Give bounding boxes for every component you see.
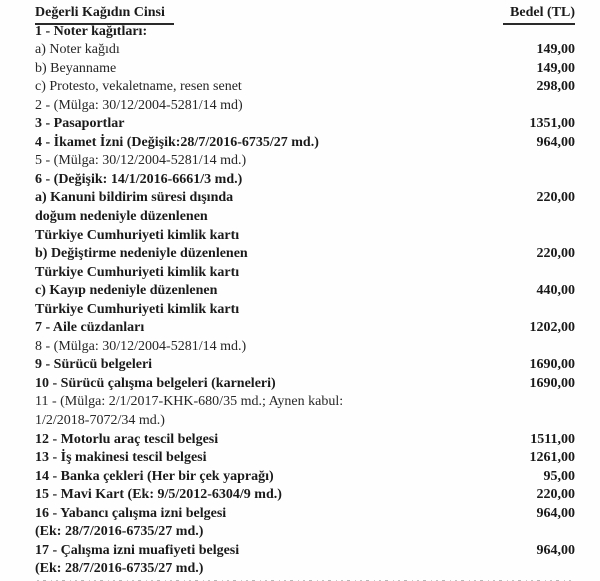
table-row: [35, 23, 575, 42]
row-value: 220,00: [536, 246, 575, 262]
row-value: 1351,00: [529, 116, 575, 132]
row-value: 964,00: [536, 505, 575, 521]
table-row: [35, 523, 575, 542]
row-label: 9 - Sürücü belgeleri: [35, 357, 153, 373]
row-value: 298,00: [536, 79, 575, 95]
table-row: [35, 41, 575, 60]
row-label: Türkiye Cumhuriyeti kimlik kartı: [35, 264, 240, 280]
row-label: b) Beyanname: [35, 60, 117, 76]
table-row: [35, 505, 575, 524]
row-label: 12 - Motorlu araç tescil belgesi: [35, 431, 219, 447]
row-value: 1511,00: [530, 431, 575, 447]
row-label: 10 - Sürücü çalışma belgeleri (karneleri): [35, 375, 276, 391]
row-label: 16 - Yabancı çalışma izni belgesi: [35, 505, 227, 521]
row-label: 14 - Banka çekleri (Her bir çek yaprağı): [35, 468, 274, 484]
table-header: [35, 3, 575, 23]
row-label: c) Kayıp nedeniyle düzenlenen: [35, 283, 218, 299]
row-value: 1202,00: [529, 320, 575, 336]
row-label: a) Noter kağıdı: [35, 42, 120, 58]
table-row: [35, 393, 575, 412]
row-label: a) Kanuni bildirim süresi dışında: [35, 190, 234, 206]
table-row: [35, 282, 575, 301]
row-label: Türkiye Cumhuriyeti kimlik kartı: [35, 227, 240, 243]
table-row: [35, 227, 575, 246]
table-row: [35, 189, 575, 208]
row-label: 17 - Çalışma izni muafiyeti belgesi: [35, 542, 240, 558]
row-label: (Ek: 28/7/2016-6735/27 md.): [35, 524, 204, 540]
table-row: [35, 560, 575, 579]
row-label: 15 - Mavi Kart (Ek: 9/5/2012-6304/9 md.): [35, 487, 282, 503]
table-row: [35, 115, 575, 134]
table-row: [35, 449, 575, 468]
row-label: b) Değiştirme nedeniyle düzenlenen: [35, 246, 248, 262]
row-label: 8 - (Mülga: 30/12/2004-5281/14 md.): [35, 338, 247, 354]
row-label: doğum nedeniyle düzenlenen: [35, 208, 208, 224]
table-row: [35, 301, 575, 320]
row-label: 2 - (Mülga: 30/12/2004-5281/14 md): [35, 97, 243, 113]
table-row: [35, 468, 575, 487]
row-label: 3 - Pasaportlar: [35, 116, 125, 132]
row-value: 1690,00: [529, 357, 575, 373]
table-row: [35, 356, 575, 375]
table-row: [35, 319, 575, 338]
column-header-price: Bedel (TL): [503, 3, 575, 25]
table-row: [35, 264, 575, 283]
row-label: c) Protesto, vekaletname, resen senet: [35, 79, 242, 95]
column-header-type: Değerli Kağıdın Cinsi: [35, 3, 174, 25]
row-value: 1261,00: [529, 450, 575, 466]
table-row: [35, 245, 575, 264]
table-row: [35, 431, 575, 450]
row-label: 13 - İş makinesi tescil belgesi: [35, 450, 207, 466]
table-row: [35, 338, 575, 357]
table-body: [35, 23, 575, 579]
table-row: [35, 486, 575, 505]
row-label: Türkiye Cumhuriyeti kimlik kartı: [35, 301, 240, 317]
row-label: 5 - (Mülga: 30/12/2004-5281/14 md.): [35, 153, 247, 169]
table-row: [35, 134, 575, 153]
table-row: [35, 171, 575, 190]
table-row: [35, 152, 575, 171]
row-value: 149,00: [536, 42, 575, 58]
row-value: 95,00: [543, 468, 575, 484]
table-row: [35, 60, 575, 79]
row-value: 440,00: [536, 283, 575, 299]
row-label: 7 - Aile cüzdanları: [35, 320, 145, 336]
row-label: 1/2/2018-7072/34 md.): [35, 412, 165, 428]
row-value: 964,00: [536, 134, 575, 150]
row-label: 11 - (Mülga: 2/1/2017-KHK-680/35 md.; Aynen kabul:: [35, 394, 344, 410]
row-value: 964,00: [536, 542, 575, 558]
table-row: [35, 78, 575, 97]
table-row: [35, 412, 575, 431]
row-value: 220,00: [536, 190, 575, 206]
table-row: [35, 375, 575, 394]
row-label: 4 - İkamet İzni (Değişik:28/7/2016-6735/27 md.): [35, 134, 319, 150]
table-row: [35, 208, 575, 227]
row-label: (Ek: 28/7/2016-6735/27 md.): [35, 561, 204, 577]
table-row: [35, 542, 575, 561]
row-label: 1 - Noter kağıtları:: [35, 23, 148, 39]
table-row: [35, 97, 575, 116]
row-value: 149,00: [536, 60, 575, 76]
row-value: 1690,00: [529, 375, 575, 391]
row-label: 6 - (Değişik: 14/1/2016-6661/3 md.): [35, 171, 243, 187]
row-value: 220,00: [536, 487, 575, 503]
